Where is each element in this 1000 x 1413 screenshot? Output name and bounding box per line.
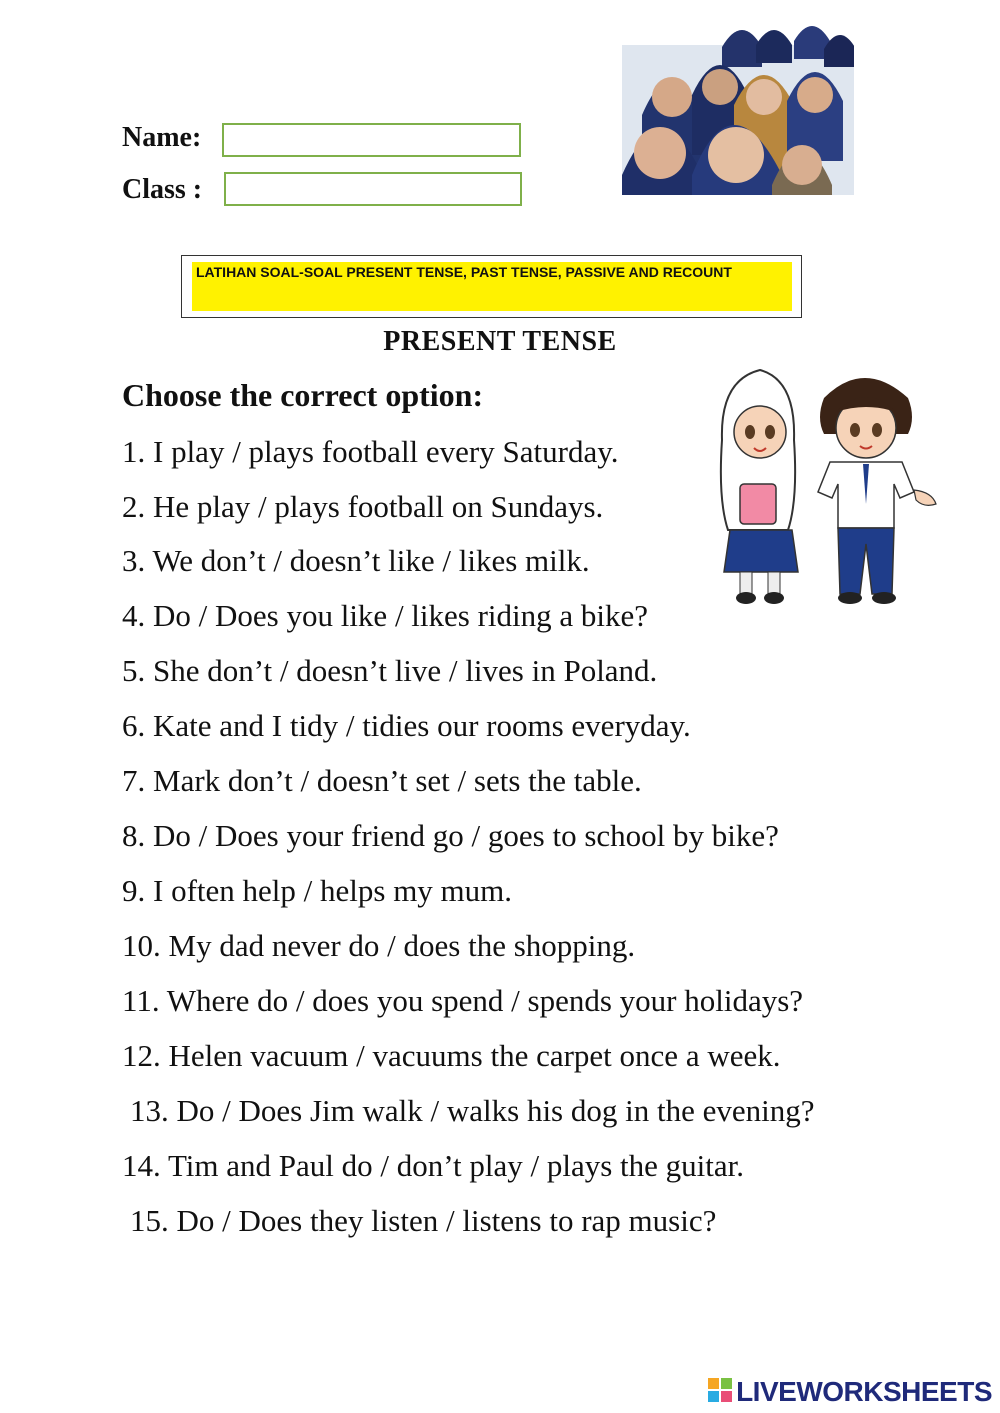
question-13: 13. Do / Does Jim walk / walks his dog in the evening? [130, 1093, 815, 1128]
banner-text: LATIHAN SOAL-SOAL PRESENT TENSE, PAST TENSE, PASSIVE AND RECOUNT [196, 264, 732, 280]
title-banner [181, 255, 802, 318]
brand-text: LIVEWORKSHEETS [736, 1376, 992, 1407]
question-4: 4. Do / Does you like / likes riding a bike? [122, 598, 649, 633]
question-1: 1. I play / plays football every Saturday. [122, 434, 619, 469]
group-photo-image [622, 25, 854, 195]
class-label: Class : [122, 174, 203, 205]
question-6: 6. Kate and I tidy / tidies our rooms everyday. [122, 708, 691, 743]
name-label: Name: [122, 122, 202, 153]
question-12: 12. Helen vacuum / vacuums the carpet once a week. [122, 1038, 781, 1073]
liveworksheets-brand [708, 1377, 992, 1407]
question-7: 7. Mark don’t / doesn’t set / sets the table. [122, 763, 642, 798]
students-illustration [712, 362, 942, 612]
section-title: PRESENT TENSE [383, 326, 617, 357]
class-input[interactable] [224, 172, 522, 206]
name-input[interactable] [222, 123, 521, 157]
question-2: 2. He play / plays football on Sundays. [122, 489, 604, 524]
instruction-text: Choose the correct option: [122, 377, 484, 413]
question-14: 14. Tim and Paul do / don’t play / plays the guitar. [122, 1148, 745, 1183]
liveworksheets-logo-icon [708, 1378, 732, 1407]
question-11: 11. Where do / does you spend / spends your holidays? [122, 983, 804, 1018]
question-10: 10. My dad never do / does the shopping. [122, 928, 636, 963]
question-8: 8. Do / Does your friend go / goes to school by bike? [122, 818, 779, 853]
question-9: 9. I often help / helps my mum. [122, 873, 513, 908]
question-15: 15. Do / Does they listen / listens to rap music? [130, 1203, 717, 1238]
question-5: 5. She don’t / doesn’t live / lives in Poland. [122, 653, 658, 688]
question-3: 3. We don’t / doesn’t like / likes milk. [122, 543, 590, 578]
